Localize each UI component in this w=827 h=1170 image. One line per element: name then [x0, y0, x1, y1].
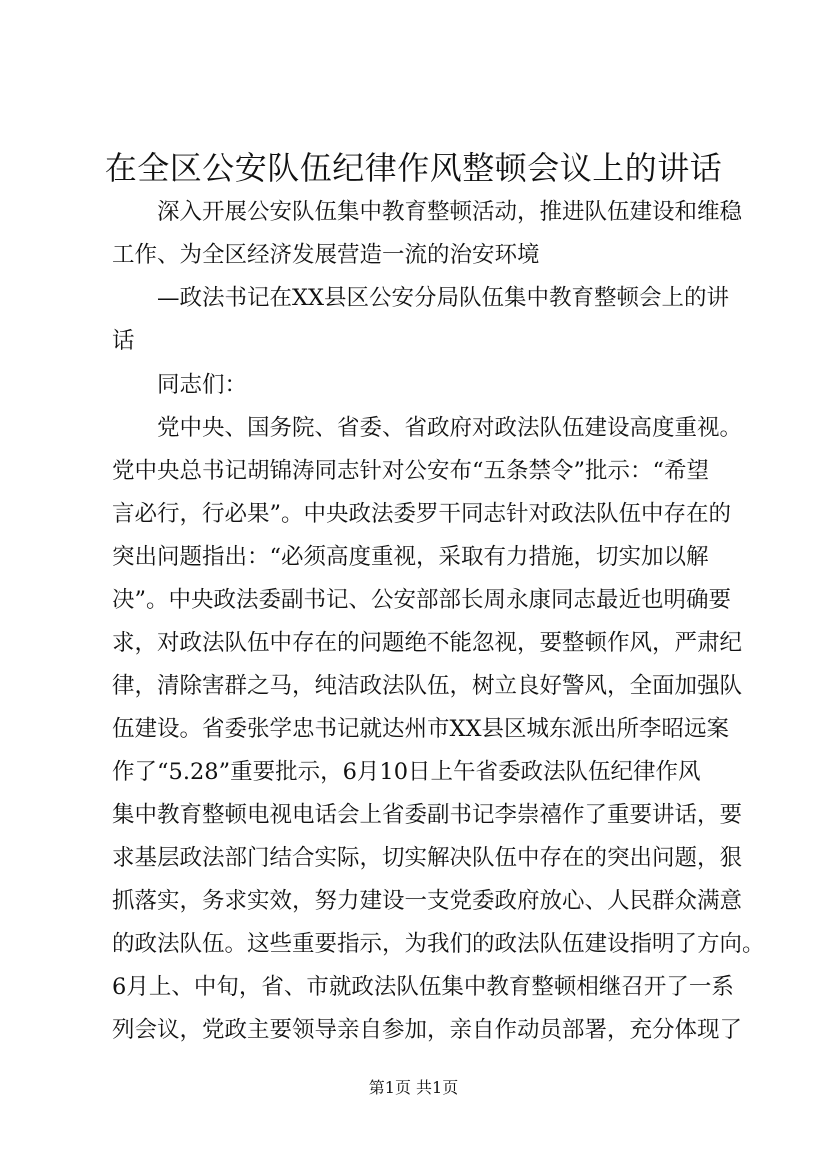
body-line: 党中央总书记胡锦涛同志针对公安布“五条禁令”批示：“希望 [112, 458, 710, 484]
body-line: 求，对政法队伍中存在的问题绝不能忽视，要整顿作风，严肃纪 [112, 630, 743, 656]
body-line: 抓落实，务求实效，努力建设一支党委政府放心、人民群众满意 [112, 888, 743, 914]
body-line: 工作、为全区经济发展营造一流的治安环境 [112, 242, 540, 268]
body-line: 列会议，党政主要领导亲自参加，亲自作动员部署，充分体现了 [112, 1017, 743, 1043]
body-line: 言必行，行必果”。中央政法委罗干同志针对政法队伍中存在的 [112, 501, 732, 527]
body-line: 伍建设。省委张学忠书记就达州市XX县区城东派出所李昭远案 [112, 716, 730, 742]
salutation: 同志们： [112, 372, 248, 398]
body-line: —政法书记在XX县区公安分局队伍集中教育整顿会上的讲 [112, 285, 730, 311]
body-line: 作了“5.28”重要批示，6月10日上午省委政法队伍纪律作风 [112, 759, 701, 785]
body-line: 律，清除害群之马，纯洁政法队伍，树立良好警风，全面加强队 [112, 673, 743, 699]
body-line: 6月上、中旬，省、市就政法队伍集中教育整顿相继召开了一系 [112, 974, 734, 1000]
page-footer: 第1页 共1页 [368, 1078, 459, 1097]
body-line: 的政法队伍。这些重要指示，为我们的政法队伍建设指明了方向。 [112, 931, 765, 957]
document-title: 在全区公安队伍纪律作风整顿会议上的讲话 [104, 149, 723, 187]
body-line: 决”。中央政法委副书记、公安部部长周永康同志最近也明确要 [112, 587, 732, 613]
body-line: 集中教育整顿电视电话会上省委副书记李崇禧作了重要讲话，要 [112, 802, 743, 828]
body-line: 话 [112, 328, 135, 354]
body-line: 突出问题指出：“必须高度重视，采取有力措施，切实加以解 [112, 544, 709, 570]
body-line: 求基层政法部门结合实际，切实解决队伍中存在的突出问题，狠 [112, 845, 743, 871]
body-line: 党中央、国务院、省委、省政府对政法队伍建设高度重视。 [112, 415, 743, 441]
body-line: 深入开展公安队伍集中教育整顿活动，推进队伍建设和维稳 [112, 199, 743, 225]
